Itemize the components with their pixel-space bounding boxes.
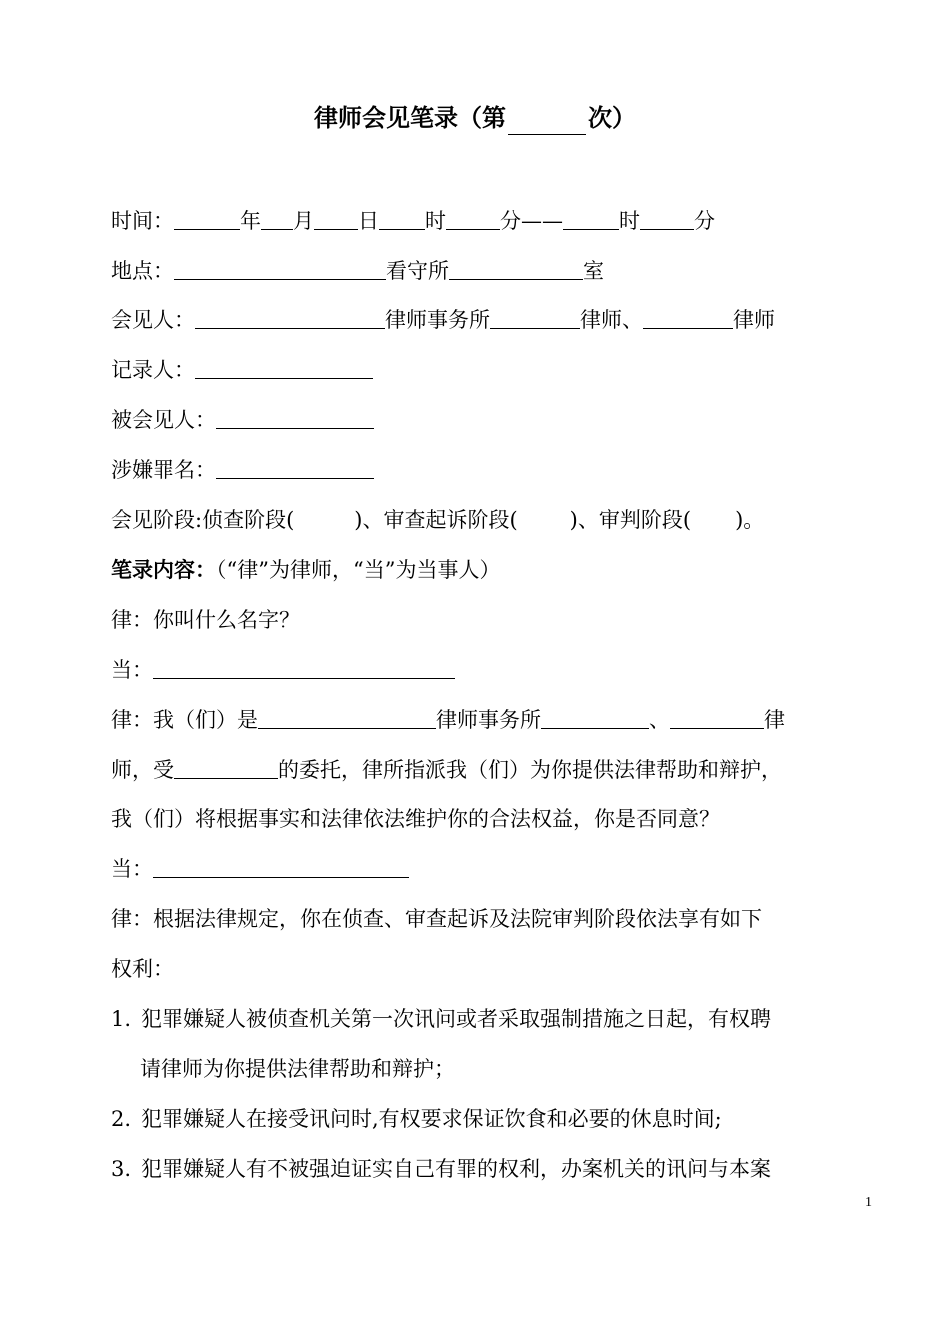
right-3-line-1: 3. 犯罪嫌疑人有不被强迫证实自己有罪的权利，办案机关的讯问与本案 <box>111 1157 771 1181</box>
minute-start-blank[interactable] <box>446 207 500 230</box>
content-heading: 笔录内容： <box>111 557 216 582</box>
month-blank[interactable] <box>261 207 293 230</box>
place-row: 地点： 看守所 室 <box>111 259 604 283</box>
hour-start-blank[interactable] <box>379 207 425 230</box>
q2-lawyer1-blank[interactable] <box>541 706 649 729</box>
detention-name-blank[interactable] <box>174 257 386 280</box>
question-1: 律：你叫什么名字？ <box>111 608 300 632</box>
room-blank[interactable] <box>449 257 583 280</box>
question-2-line-1: 律：我（们）是 律师事务所 、 律 <box>111 708 785 732</box>
recorder-blank[interactable] <box>195 356 373 379</box>
right-1-line-2: 请律师为你提供法律帮助和辩护； <box>140 1057 455 1081</box>
hour-end-blank[interactable] <box>563 207 619 230</box>
interviewee-blank[interactable] <box>216 406 374 429</box>
content-note: （“律”为律师，“当”为当事人） <box>216 558 501 582</box>
answer-1: 当： <box>111 655 455 685</box>
answer-2-blank[interactable] <box>153 855 409 878</box>
stage-row: 会见阶段:侦查阶段( )、审查起诉阶段( )、审判阶段( )。 <box>111 508 765 532</box>
time-row: 时间： 年 月 日 时 分—— 时 分 <box>111 209 715 233</box>
q2-lawyer2-blank[interactable] <box>670 706 764 729</box>
year-blank[interactable] <box>174 207 240 230</box>
recorder-row: 记录人： <box>111 355 373 385</box>
page-number: 1 <box>865 1195 872 1210</box>
right-2-line-1: 2. 犯罪嫌疑人在接受讯问时,有权要求保证饮食和必要的休息时间; <box>111 1107 722 1131</box>
question-3-line-2: 权利： <box>111 957 174 981</box>
right-1-line-1: 1. 犯罪嫌疑人被侦查机关第一次讯问或者采取强制措施之日起，有权聘 <box>111 1007 771 1031</box>
page-title: 律师会见笔录（第 次） <box>0 101 950 135</box>
q2-client-blank[interactable] <box>174 756 278 779</box>
meeting-person-row: 会见人： 律师事务所 律师、 律师 <box>111 308 775 332</box>
question-2-line-3: 我（们）将根据事实和法律依法维护你的合法权益，你是否同意？ <box>111 807 720 831</box>
charge-row: 涉嫌罪名： <box>111 455 374 485</box>
question-3-line-1: 律：根据法律规定，你在侦查、审查起诉及法院审判阶段依法享有如下 <box>111 907 762 931</box>
charge-blank[interactable] <box>216 456 374 479</box>
day-blank[interactable] <box>314 207 358 230</box>
answer-2: 当： <box>111 854 409 884</box>
content-heading-row <box>111 555 500 585</box>
q2-firm-blank[interactable] <box>258 706 436 729</box>
minute-end-blank[interactable] <box>640 207 694 230</box>
question-2-line-2: 师，受 的委托，律所指派我（们）为你提供法律帮助和辩护， <box>111 758 782 782</box>
answer-1-blank[interactable] <box>153 656 455 679</box>
firm-blank[interactable] <box>195 306 385 329</box>
session-number-blank[interactable] <box>508 110 586 135</box>
lawyer1-blank[interactable] <box>490 306 580 329</box>
interviewee-row: 被会见人： <box>111 405 374 435</box>
lawyer2-blank[interactable] <box>643 306 733 329</box>
